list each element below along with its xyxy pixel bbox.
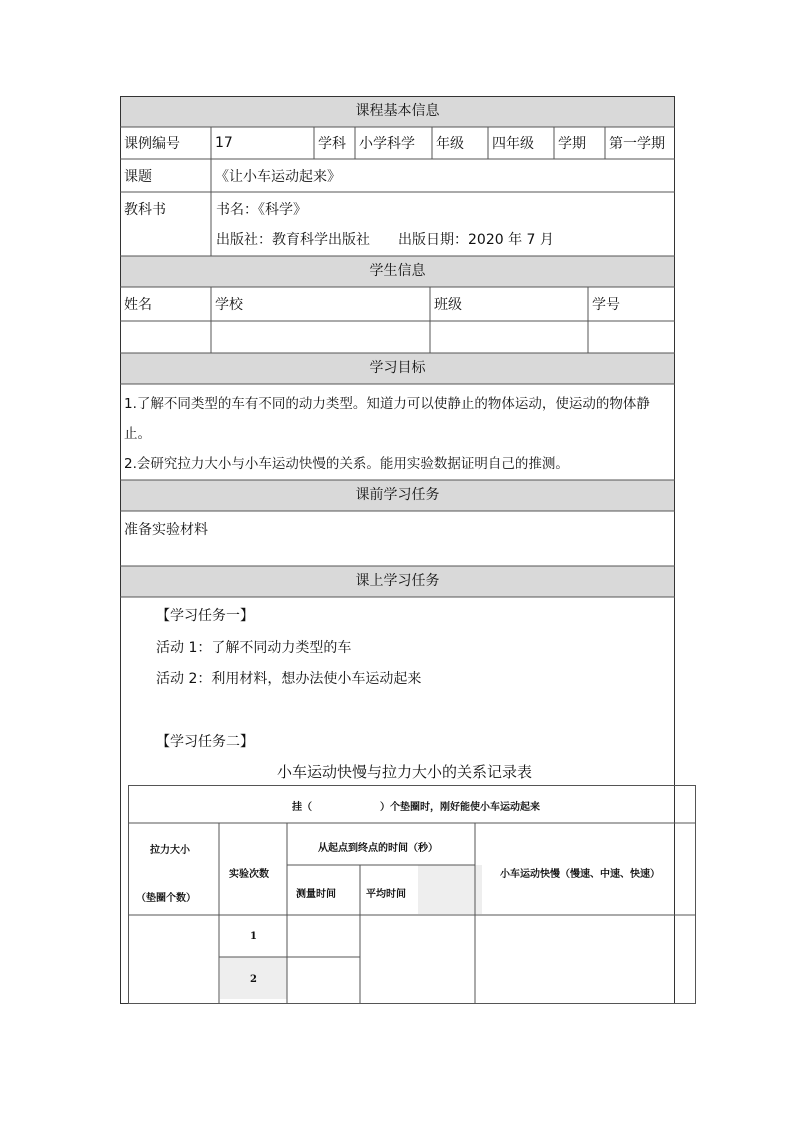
grade-value: 四年级 <box>492 136 534 152</box>
subject-value: 小学科学 <box>359 136 415 152</box>
goals-content <box>120 384 675 480</box>
pre-task-text: 准备实验材料 <box>124 522 208 538</box>
student-label-row <box>120 287 675 321</box>
section-student-info-title: 学生信息 <box>369 263 426 279</box>
subject-label: 学科 <box>318 136 346 152</box>
student-id-label: 学号 <box>592 297 620 313</box>
section-pre-tasks <box>120 480 675 511</box>
case-no-label: 课例编号 <box>124 136 180 152</box>
record-table-lines <box>128 785 696 1004</box>
section-student-info <box>120 256 675 287</box>
task1-title: 【学习任务一】 <box>156 608 254 624</box>
section-basic-info <box>120 96 675 127</box>
student-class-field[interactable] <box>430 321 588 353</box>
student-school-field[interactable] <box>211 321 430 353</box>
textbook-publisher: 出版社：教育科学出版社 <box>216 232 370 248</box>
task2-title: 【学习任务二】 <box>156 734 254 750</box>
section-class-tasks <box>120 566 675 597</box>
record-header-prefix: 挂（ <box>292 802 312 813</box>
goal-line-1-cont: 止。 <box>124 426 151 442</box>
student-name-label: 姓名 <box>124 297 152 313</box>
trial-1-label: 1 <box>250 931 257 942</box>
col-measured-label: 测量时间 <box>296 889 336 900</box>
section-pre-tasks-title: 课前学习任务 <box>355 487 440 503</box>
student-value-row <box>120 321 675 353</box>
grade-label: 年级 <box>436 136 464 152</box>
col-force-unit: （垫圈个数） <box>136 893 196 904</box>
term-value: 第一学期 <box>609 136 665 152</box>
task1-activity-2: 活动 2：利用材料，想办法使小车运动起来 <box>156 671 422 687</box>
record-table <box>128 785 696 1004</box>
section-basic-info-title: 课程基本信息 <box>355 103 440 119</box>
col-force-label: 拉力大小 <box>150 845 190 856</box>
section-goals <box>120 353 675 384</box>
textbook-pub-date: 出版日期：2020 年 7 月 <box>398 232 554 248</box>
textbook-row <box>120 192 675 256</box>
title-value: 《让小车运动起来》 <box>215 168 341 185</box>
title-row <box>120 159 675 192</box>
student-school-label: 学校 <box>215 297 243 313</box>
student-class-label: 班级 <box>434 297 462 313</box>
col-average-label: 平均时间 <box>366 889 406 900</box>
section-goals-title: 学习目标 <box>369 360 426 376</box>
textbook-name: 书名：《科学》 <box>216 202 307 218</box>
record-table-title: 小车运动快慢与拉力大小的关系记录表 <box>277 763 533 781</box>
student-name-field[interactable] <box>120 321 211 353</box>
record-header-suffix: ）个垫圈时，刚好能使小车运动起来 <box>380 802 540 813</box>
goal-line-1: 1.了解不同类型的车有不同的动力类型。知道力可以使静止的物体运动，使运动的物体静 <box>124 396 650 412</box>
goal-line-2: 2.会研究拉力大小与小车运动快慢的关系。能用实验数据证明自己的推测。 <box>124 456 569 472</box>
student-id-field[interactable] <box>588 321 675 353</box>
term-label: 学期 <box>558 136 586 152</box>
title-label: 课题 <box>124 168 152 185</box>
col-speed-label: 小车运动快慢（慢速、中速、快速） <box>500 869 660 880</box>
trial-2-label: 2 <box>250 974 257 985</box>
col-trials-label: 实验次数 <box>229 869 269 880</box>
pre-tasks-content <box>120 511 675 566</box>
case-no-value: 17 <box>215 135 233 151</box>
task1-activity-1: 活动 1：了解不同动力类型的车 <box>156 640 352 656</box>
col-time-label: 从起点到终点的时间（秒） <box>318 843 438 854</box>
section-class-tasks-title: 课上学习任务 <box>355 573 440 589</box>
textbook-label: 教科书 <box>124 202 166 218</box>
basic-info-row <box>120 127 675 159</box>
